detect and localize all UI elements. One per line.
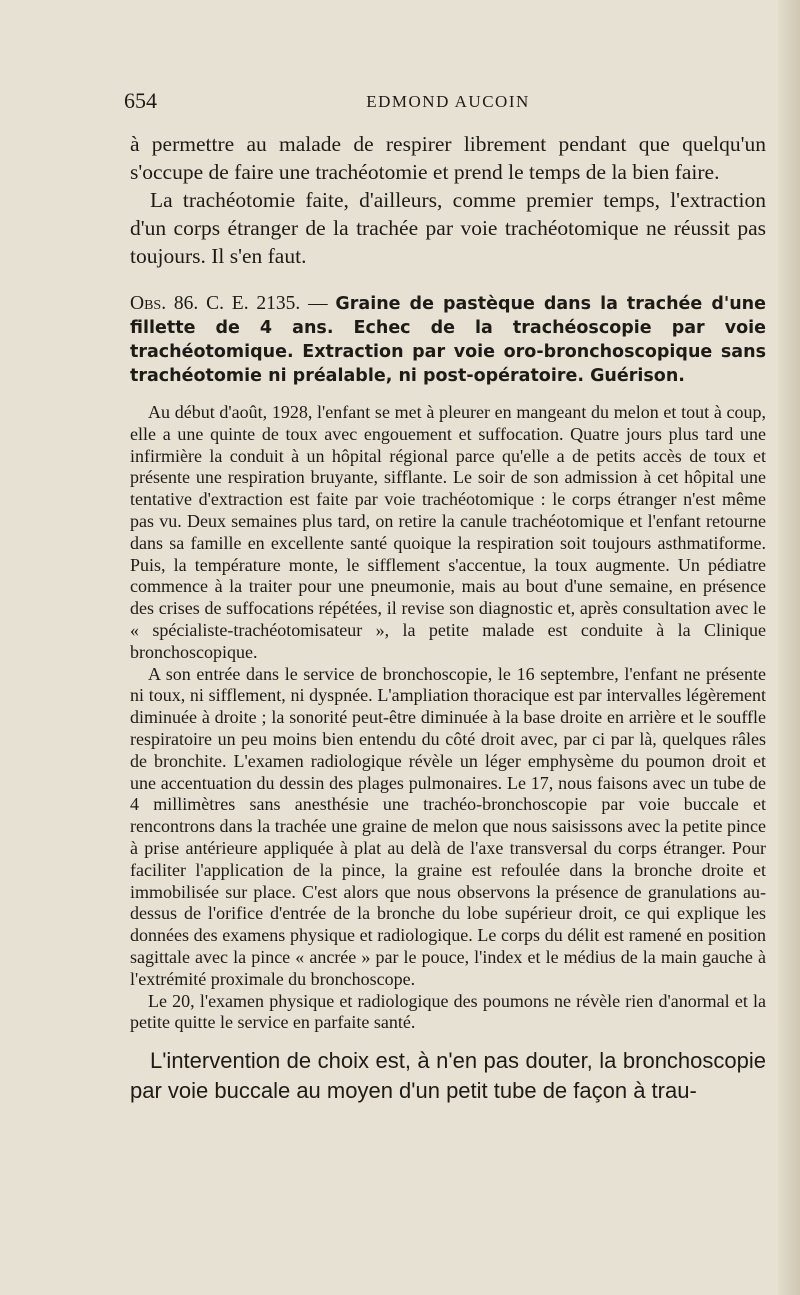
intro-text [130, 130, 766, 270]
closing-text [130, 1046, 766, 1106]
observation-heading [130, 292, 766, 388]
intro-paragraph-2: La trachéotomie faite, d'ailleurs, comme premier temps, l'extraction d'un corps étranger de la trachée par voie trachéotomique ne réussit pas toujours. Il s'en faut. [130, 188, 766, 268]
case-paragraph-1: Au début d'août, 1928, l'enfant se met à pleurer en mangeant du melon et tout à coup, elle a une quinte de toux avec engouement et suffocation. Quatre jours plus tard une infirmière la conduit à un hôpital régional parce qu'elle a de petits accès de toux et présente une respiration bruyante, sifflante. Le soir de son admission à cet hôpital une tentative d'extraction est faite par voie trachéotomique : le corps étranger n'est même pas vu. Deux semaines plus tard, on retire la canule trachéotomique et l'enfant retourne dans sa famille en excellente santé quoique la respiration soit toujours asthmatiforme. Puis, la température monte, le sifflement s'accentue, la toux augmente. Un pédiatre commence à la traiter pour une pneumonie, mais au bout d'une semaine, en présence des crises de suffocations répétées, il revise son diagnostic et, après consultation avec le « spécialiste-trachéotomisateur », la petite malade est conduite à la Clinique bronchoscopique. [130, 402, 766, 662]
observation-label: Obs. 86. [130, 293, 199, 314]
case-paragraph-2: A son entrée dans le service de bronchoscopie, le 16 septembre, l'enfant ne présente ni toux, ni sifflement, ni dyspnée. L'ampliation thoracique est par intervalles légèrement diminuée à droite ; la sonorité peut-être diminuée à la base droite en arrière et le souffle respiratoire un peu moins bien entendu du côté droit avec, par ci par là, quelques râles de bronchite. L'examen radiologique révèle un léger emphysème du poumon droit et une accentuation du dessin des plages pulmonaires. Le 17, nous faisons avec un tube de 4 millimètres sans anesthésie une trachéo-bronchoscopie par voie buccale et rencontrons dans la trachée une graine de melon que nous saisissons avec la petite pince à prise antérieure appliquée à plat au delà de l'axe transversal du corps étranger. Pour faciliter l'application de la pince, la graine est refoulée dans la bronche droite et immobilisée sur place. C'est alors que nous observons la présence de granulations au-dessus de l'orifice d'entrée de la bronche du lobe supérieur droit, ce qui explique les données des examens physique et radiologique. Le corps du délit est ramené en position sagittale avec la pince « ancrée » par le pouce, l'index et le médius de la main gauche à l'extrémité proximale du bronchoscope. [130, 663, 766, 989]
page-number: 654 [124, 88, 157, 113]
observation-reference: C. E. 2135. — [206, 293, 328, 314]
page-header [124, 88, 766, 120]
case-report [130, 402, 766, 1034]
intro-paragraph-1: à permettre au malade de respirer librement pendant que quelqu'un s'occupe de faire une trachéotomie et prend le temps de la bien faire. [130, 132, 766, 184]
case-paragraph-3: Le 20, l'examen physique et radiologique des poumons ne révèle rien d'anormal et la petite quitte le service en parfaite santé. [130, 990, 766, 1033]
page-edge-shadow [778, 0, 800, 1295]
book-page [124, 88, 766, 1106]
closing-paragraph: L'intervention de choix est, à n'en pas douter, la bronchoscopie par voie buccale au moyen d'un petit tube de façon à trau- [130, 1048, 766, 1104]
running-head: EDMOND AUCOIN [366, 92, 530, 111]
observation-title: Graine de pastèque dans la trachée d'une fillette de 4 ans. Echec de la trachéoscopie par voie trachéotomique. Extraction par voie oro-bronchoscopique sans trachéotomie ni préalable, ni post-opératoire. Guérison. [130, 294, 766, 386]
